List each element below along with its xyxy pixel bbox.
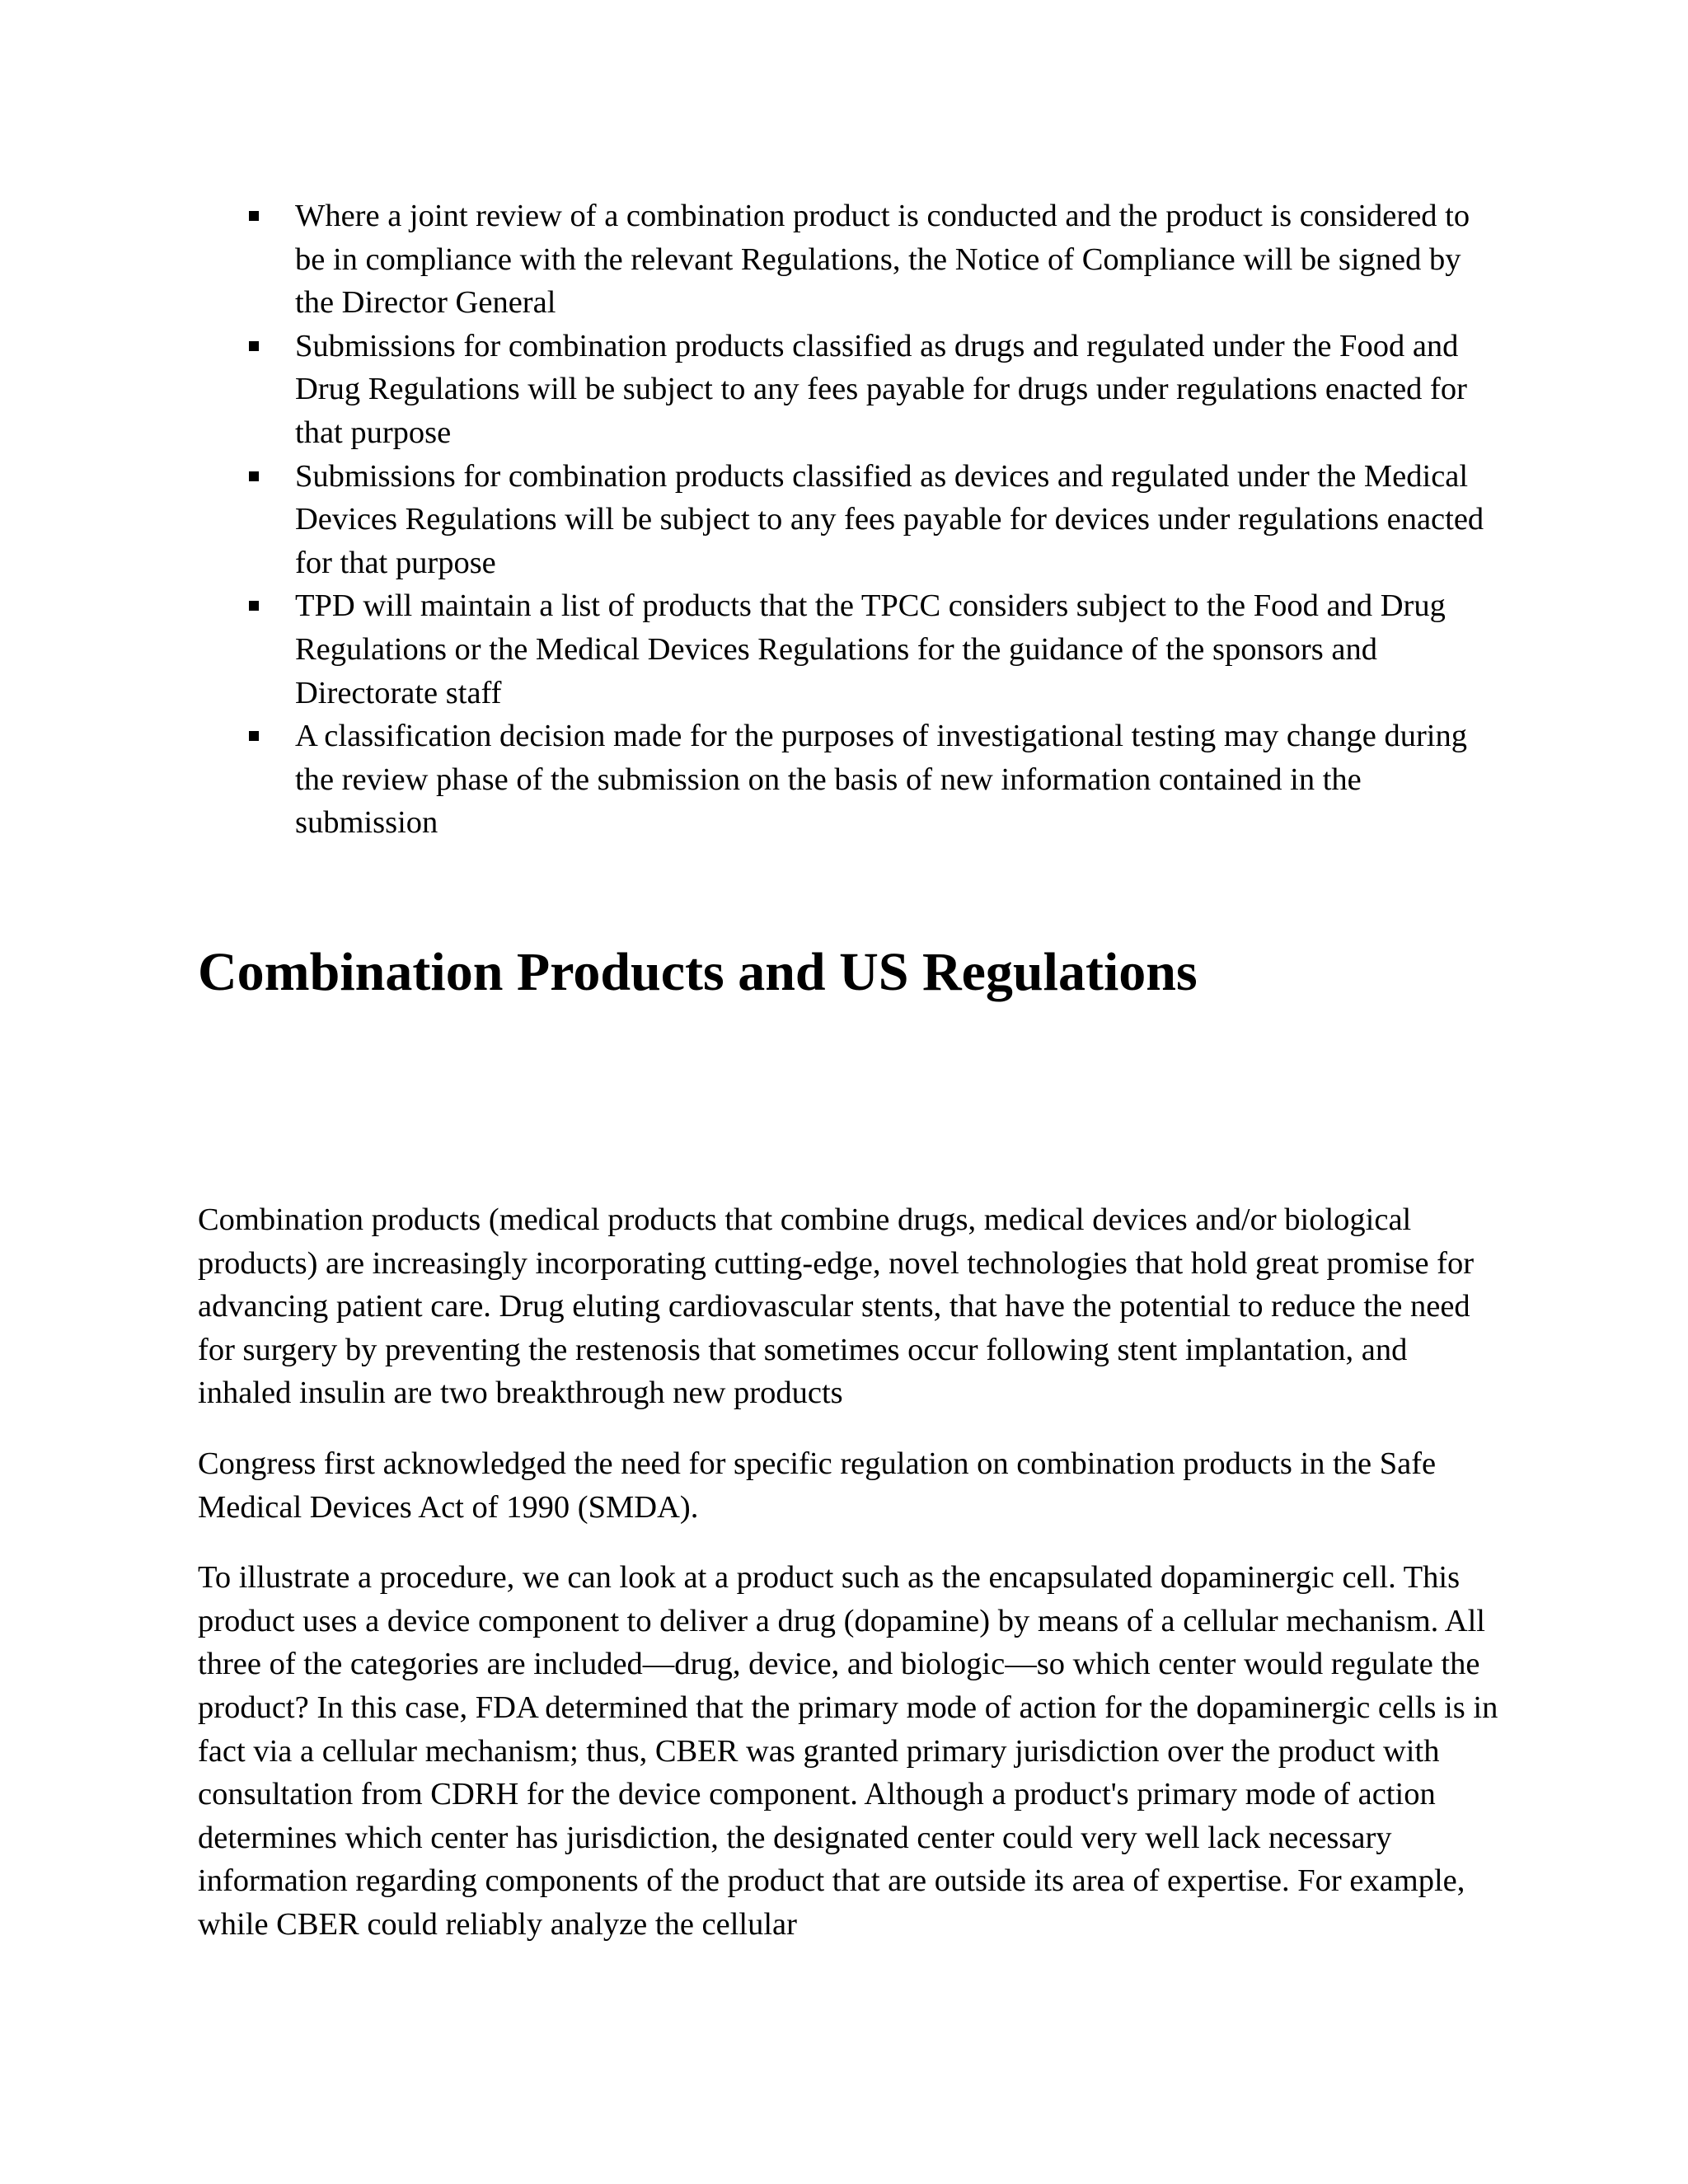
list-item [249,715,1502,845]
bullet-text: A classification decision made for the purposes of investigational testing may change during the review phase of the submission on the basis of new information contained in the submission [295,719,1467,841]
list-item [249,455,1502,585]
square-bullet-icon [249,341,259,351]
bullet-list [249,194,1502,845]
bullet-text: Submissions for combination products classified as devices and regulated under the Medical Devices Regulations will be subject to any fees payable for devices under regulations enacted for that purpose [295,458,1484,580]
list-item [249,584,1502,715]
bullet-text: Where a joint review of a combination product is conducted and the product is considered to be in compliance with the relevant Regulations, the Notice of Compliance will be signed by the Director General [295,199,1470,321]
bullet-text: Submissions for combination products classified as drugs and regulated under the Food and Drug Regulations will be subject to any fees payable for drugs under regulations enacted for that purpose [295,328,1467,450]
paragraph-congress: Congress first acknowledged the need for specific regulation on combination products in the Safe Medical Devices Act of 1990 (SMDA). [198,1446,1437,1525]
square-bullet-icon [249,471,259,481]
square-bullet-icon [249,601,259,611]
paragraph-illustration: To illustrate a procedure, we can look at a product such as the encapsulated dopaminergic cell. This product uses a device component to deliver a drug (dopamine) by means of a cellular mechanism. All three of the categories are included—drug, device, and biologic—so which center would regulate the product? In this case, FDA determined that the primary mode of action for the dopaminergic cells is in fact via a cellular mechanism; thus, CBER was granted primary jurisdiction over the product with consultation from CDRH for the device component. Although a product's primary mode of action determines which center has jurisdiction, the designated center could very well lack necessary information regarding components of the product that are outside its area of expertise. For example, while CBER could reliably analyze the cellular [198,1560,1498,1942]
square-bullet-icon [249,211,259,221]
paragraph-intro: Combination products (medical products that combine drugs, medical devices and/or biological products) are increasingly incorporating cutting-edge, novel technologies that hold great promise for advancing patient care. Drug eluting cardiovascular stents, that have the potential to reduce the need for surgery by preventing the restenosis that sometimes occur following stent implantation, and inhaled insulin are two breakthrough new products [198,1202,1475,1411]
bullet-text: TPD will maintain a list of products that the TPCC considers subject to the Food and Drug Regulations or the Medical Devices Regulations for the guidance of the sponsors and Directorate staff [295,588,1446,710]
body-text [198,1198,1508,1974]
list-item [249,325,1502,455]
section-heading: Combination Products and US Regulations [198,942,1198,1002]
square-bullet-icon [249,731,259,741]
list-item [249,194,1502,325]
